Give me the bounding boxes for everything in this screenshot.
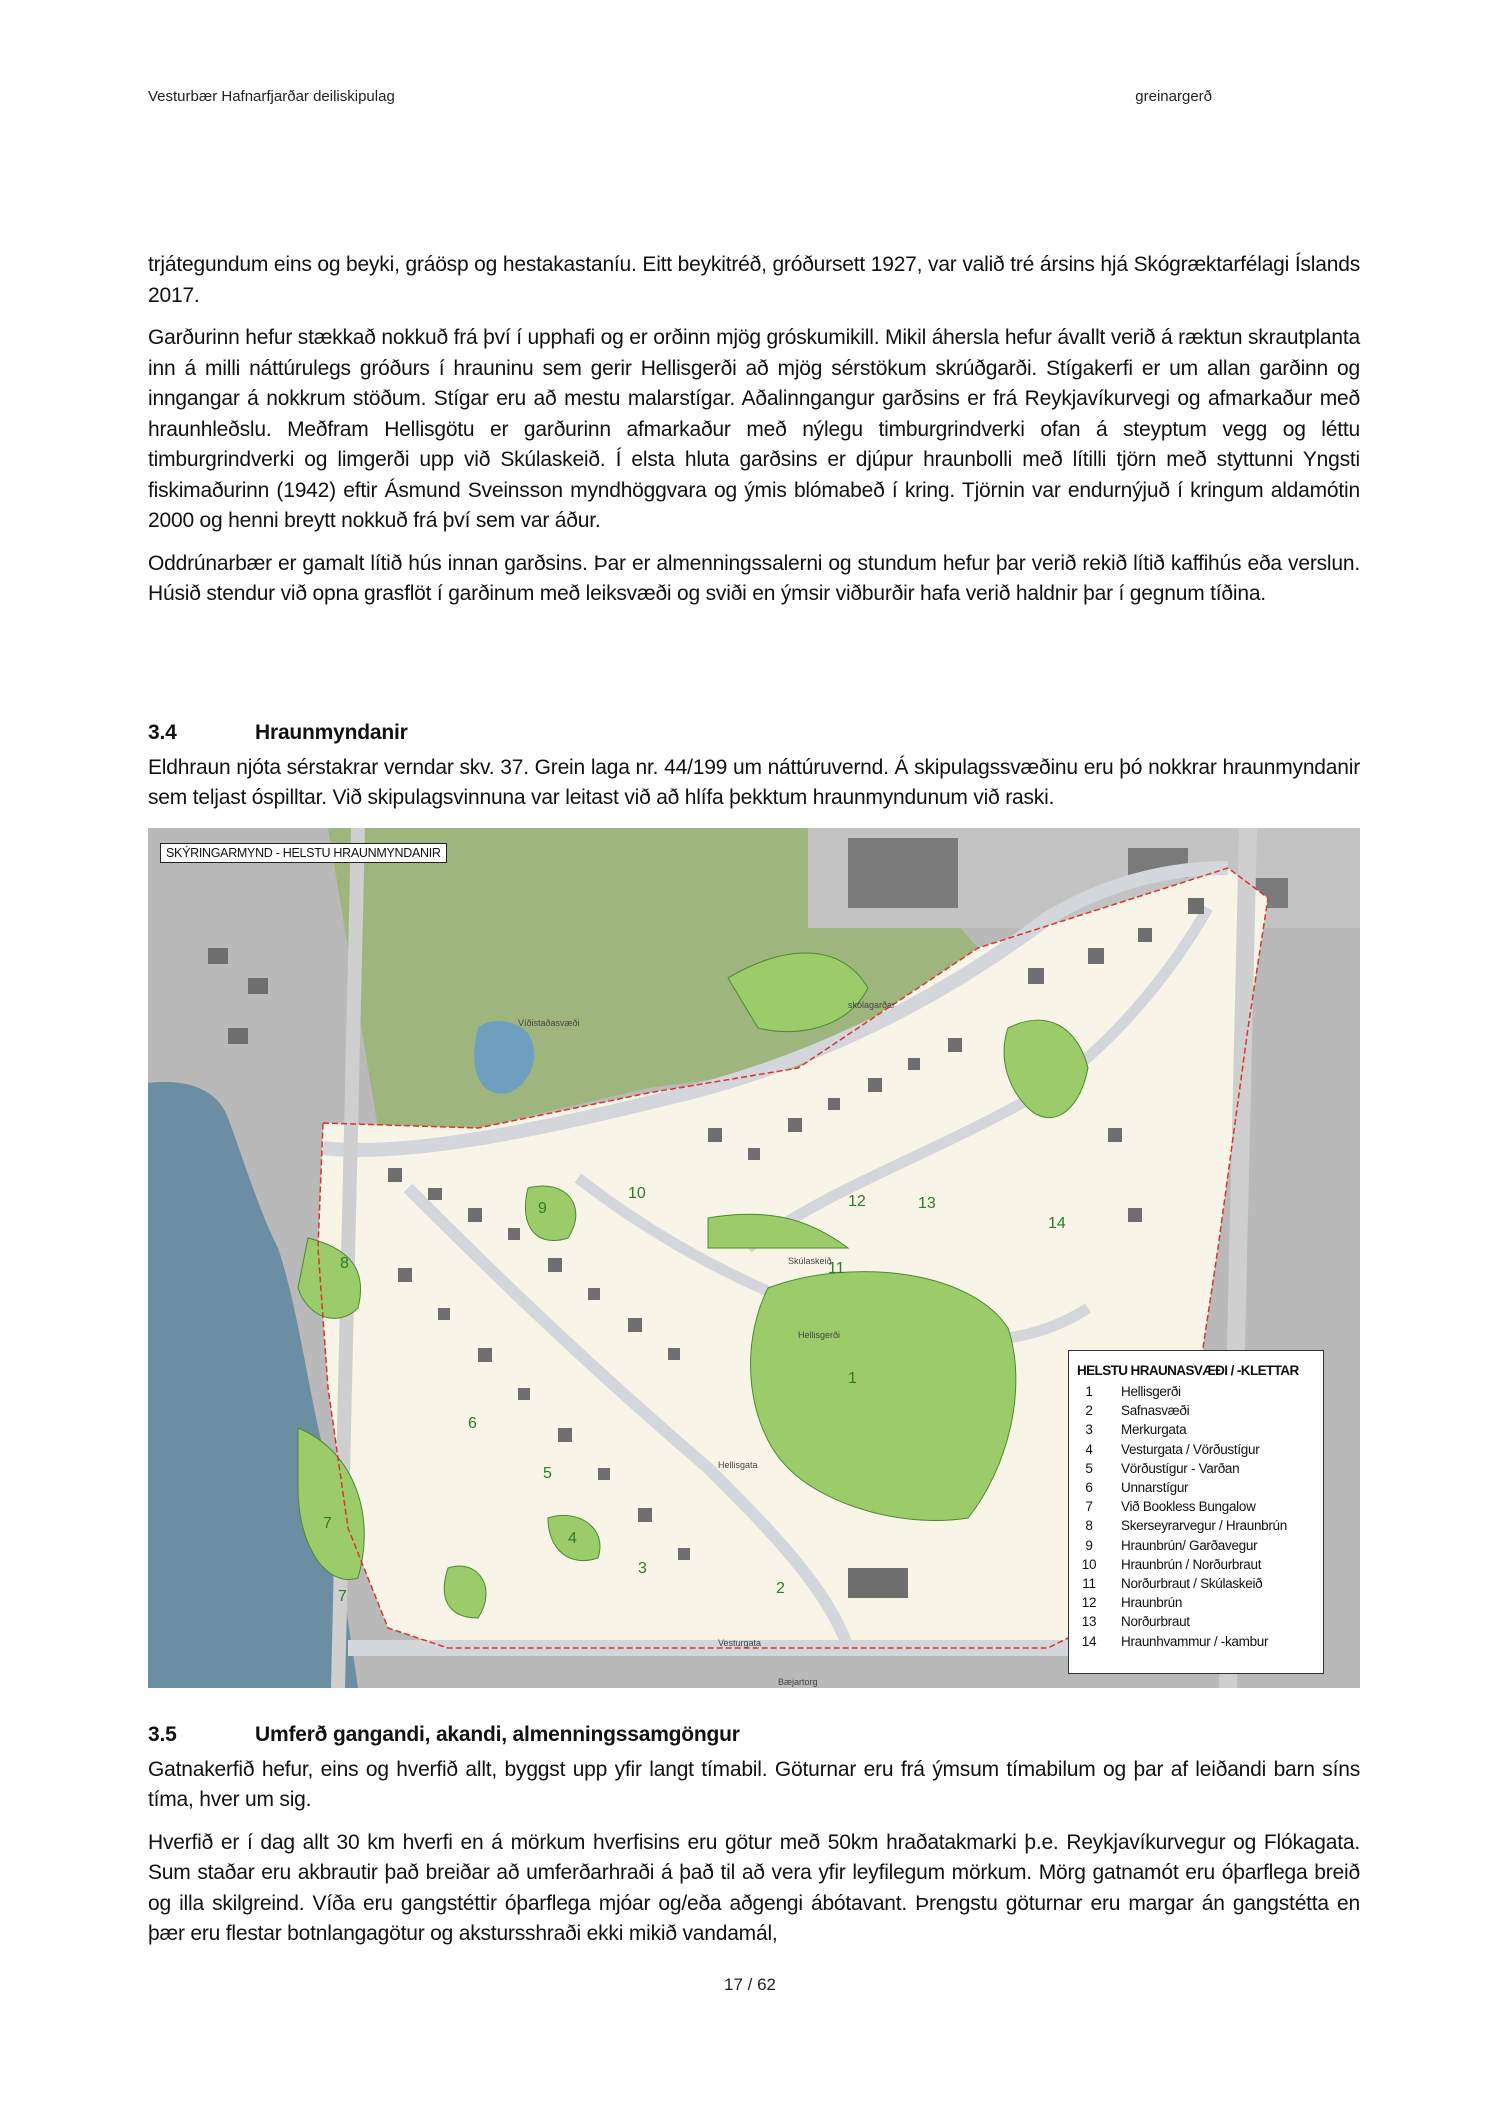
svg-text:14: 14 — [1048, 1215, 1066, 1232]
svg-text:skólagarðar: skólagarðar — [848, 1000, 896, 1010]
svg-text:4: 4 — [568, 1530, 577, 1547]
paragraph: Gatnakerfið hefur, eins og hverfið allt, byggst upp yfir langt tímabil. Göturnar eru frá ýmsum tímabilum og þar af leiðandi barn síns tíma, hver um sig. — [148, 1757, 1360, 1811]
svg-text:5: 5 — [543, 1465, 552, 1482]
svg-text:Víðistaðasvæði: Víðistaðasvæði — [518, 1018, 580, 1028]
paragraph: Oddrúnarbær er gamalt lítið hús innan garðsins. Þar er almenningssalerni og stundum hefur þar verið rekið lítið kaffihús eða verslun. Húsið stendur við opna grasflöt í garðinum með leiksvæði og sviði en ýmsir viðburðir hafa verið haldnir þar í gegnum tíðina. — [148, 551, 1360, 605]
svg-text:1: 1 — [848, 1370, 857, 1387]
legend-item: 3 Merkurgata — [1085, 1422, 1187, 1438]
svg-text:12: 12 — [848, 1193, 866, 1210]
section-title: Hraunmyndanir — [255, 721, 408, 744]
section-heading — [148, 718, 1360, 749]
legend-item: 5 Vörðustígur - Varðan — [1085, 1460, 1240, 1476]
svg-text:3: 3 — [638, 1560, 647, 1577]
legend-item: 8 Skerseyrarvegur / Hraunbrún — [1085, 1518, 1287, 1534]
document-type: greinargerð — [1135, 88, 1212, 105]
paragraph: Eldhraun njóta sérstakrar verndar skv. 37. Grein laga nr. 44/199 um náttúruvernd. Á skipulagssvæðinu eru þó nokkrar hraunmyndanir sem teljast óspilltar. Við skipulagsvinnuna var leitast við að hlífa þekktum hraunmyndunum við raski. — [148, 755, 1360, 809]
legend-item: 6 Unnarstígur — [1085, 1480, 1189, 1496]
document-title: Vesturbær Hafnarfjarðar deiliskipulag — [148, 88, 395, 105]
paragraph: trjátegundum eins og beyki, gráösp og hestakastaníu. Eitt beykitréð, gróðursett 1927, var valið tré ársins hjá Skógræktarfélagi Íslands 2017. — [148, 253, 1360, 307]
svg-text:6: 6 — [468, 1415, 477, 1432]
svg-text:Hellisgata: Hellisgata — [718, 1460, 758, 1470]
section-number: 3.4 — [148, 721, 177, 744]
svg-text:Bæjartorg: Bæjartorg — [778, 1677, 818, 1687]
svg-text:8: 8 — [340, 1255, 349, 1272]
section-3-5 — [148, 1720, 1360, 1962]
svg-text:Vesturgata: Vesturgata — [718, 1638, 762, 1648]
intro-text — [148, 250, 1360, 622]
legend-item: 13 Norðurbraut — [1081, 1614, 1190, 1630]
legend-item: 12 Hraunbrún — [1081, 1595, 1183, 1611]
legend-item: 14 Hraunhvammur / -kambur — [1081, 1633, 1269, 1649]
page-header — [148, 88, 1352, 112]
section-title: Umferð gangandi, akandi, almenningssamgöngur — [255, 1723, 740, 1746]
svg-text:7: 7 — [338, 1588, 347, 1605]
svg-text:10: 10 — [628, 1185, 646, 1202]
section-number: 3.5 — [148, 1723, 177, 1746]
lava-formations-map — [148, 828, 1360, 1688]
paragraph: Garðurinn hefur stækkað nokkuð frá því í upphafi og er orðinn mjög gróskumikill. Mikil áhersla hefur ávallt verið á ræktun skrautplanta inn á milli náttúrulegs gróðurs í hrauninu sem gerir Hellisgerði að mjög sérstökum skrúðgarði. Stígakerfi er um allan garðinn og inngangar á nokkrum stöðum. Stígar eru að mestu malarstígar. Aðalinngangur garðsins er frá Reykjavíkurvegi og afmarkaður með hraunhleðslu. Meðfram Hellisgötu er garðurinn afmarkaður með nýlegu timburgrindverki ofan á steyptum vegg og léttu timburgrindverki og limgerði upp við Skúlaskeið. Í elsta hluta garðsins er djúpur hraunbolli með lítilli tjörn með styttunni Yngsti fiskimaðurinn (1942) eftir Ásmund Sveinsson myndhöggvara og ýmis blómabeð í kring. Tjörnin var endurnýjuð í kringum aldamótin 2000 og henni breytt nokkuð frá því sem var áður. — [148, 326, 1360, 532]
page-number: 17 / 62 — [724, 1975, 776, 1994]
legend-item: 7 Við Bookless Bungalow — [1085, 1499, 1256, 1515]
svg-text:Skúlaskeið: Skúlaskeið — [788, 1256, 832, 1266]
legend-item: 4 Vesturgata / Vörðustígur — [1085, 1441, 1260, 1457]
legend-item: 9 Hraunbrún/ Garðavegur — [1085, 1537, 1258, 1553]
svg-text:Hellisgerði: Hellisgerði — [798, 1330, 841, 1340]
svg-text:7: 7 — [323, 1515, 332, 1532]
map-legend — [1068, 1350, 1324, 1674]
map-title: SKÝRINGARMYND - HELSTU HRAUNMYNDANIR — [160, 843, 447, 863]
legend-item: 11 Norðurbraut / Skúlaskeið — [1082, 1575, 1263, 1591]
legend-item: 2 Safnasvæði — [1085, 1403, 1190, 1419]
svg-text:11: 11 — [828, 1260, 845, 1277]
legend-item: 1 Hellisgerði — [1085, 1384, 1181, 1400]
svg-text:2: 2 — [776, 1580, 785, 1597]
svg-text:9: 9 — [538, 1200, 547, 1217]
legend-item: 10 Hraunbrún / Norðurbraut — [1081, 1556, 1262, 1572]
section-3-4 — [148, 718, 1360, 826]
section-heading — [148, 1720, 1360, 1751]
svg-text:13: 13 — [918, 1195, 936, 1212]
legend-title: HELSTU HRAUNASVÆÐI / -KLETTAR — [1077, 1363, 1299, 1378]
paragraph: Hverfið er í dag allt 30 km hverfi en á mörkum hverfisins eru götur með 50km hraðatakmarki þ.e. Reykjavíkurvegur og Flókagata. Sum staðar eru akbrautir það breiðar að umferðarhraði á það til að vera yfir leyfilegum mörkum. Mörg gatnamót eru óþarflega breið og illa skilgreind. Víða eru gangstéttir óþarflega mjóar og/eða aðgengi ábótavant. Þrengstu göturnar eru margar án gangstétta en þær eru flestar botnlangagötur og akstursshraði ekki mikið vandamál, — [148, 1830, 1360, 1945]
